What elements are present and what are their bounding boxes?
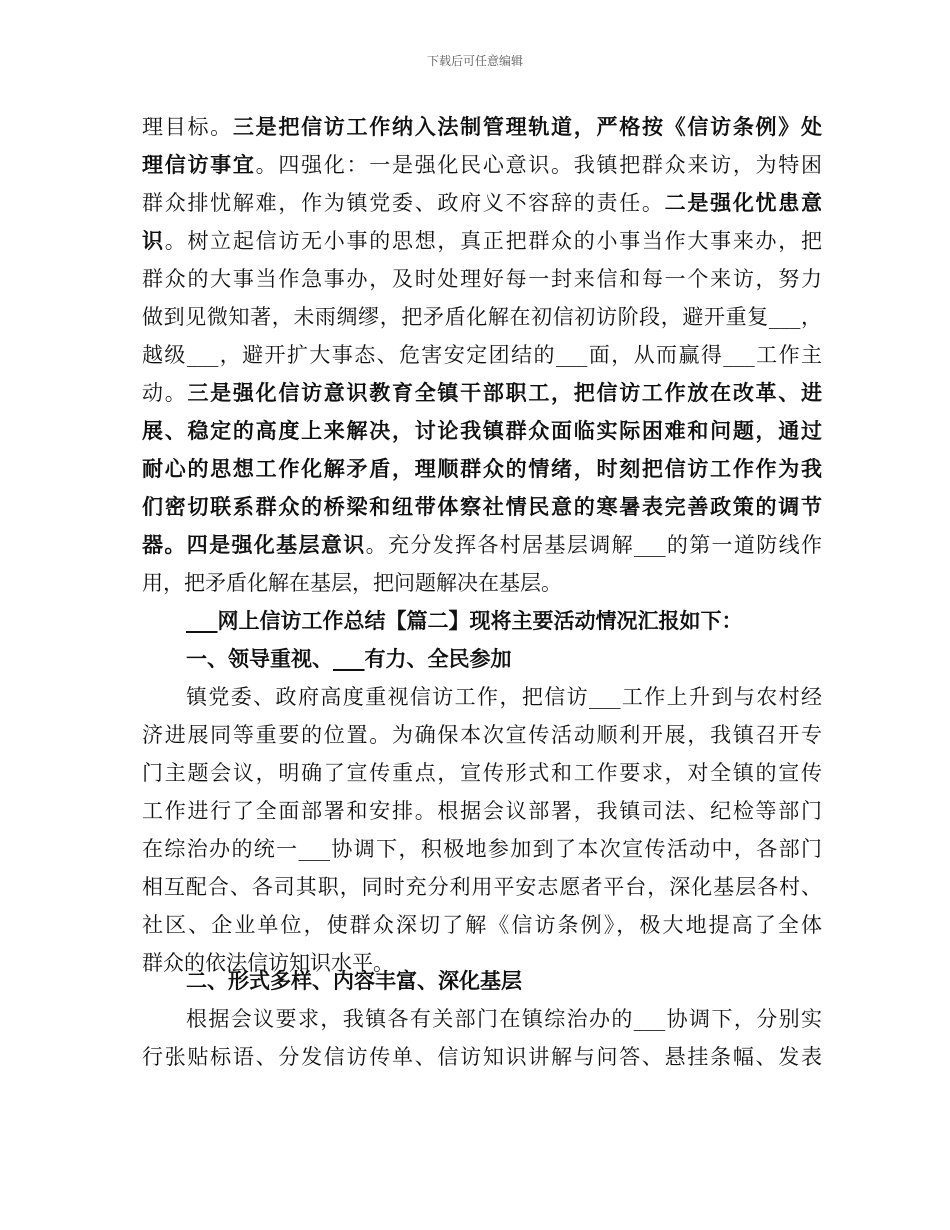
text-line: 镇党委、政府高度重视信访工作，把信访___工作上升到与农村经 — [186, 685, 822, 709]
bold-text-run: 三是把信访工作纳入法制管理轨道，严格按《信访条例》处 — [232, 114, 822, 139]
text-line — [142, 525, 822, 565]
text-run: 。四强化：一是强化民心意识。我镇把群众来访，为特困 — [255, 153, 822, 177]
section-title: ___网上信访工作总结【篇二】现将主要活动情况汇报如下： — [186, 608, 743, 633]
text-line — [142, 221, 822, 261]
text-run: 理目标。 — [142, 115, 233, 139]
text-line: 越级___，避开扩大事态、危害安定团结的___面，从而赢得___工作主 — [142, 343, 822, 367]
text-run: 动。 — [142, 381, 188, 405]
text-line: 工作进行了全面部署和安排。根据会议部署，我镇司法、纪检等部门 — [142, 799, 822, 823]
text-run: 。充分发挥各村居基层调解___的第一道防线作 — [365, 533, 822, 557]
text-line: 根据会议要求，我镇各有关部门在镇综治办的___协调下，分别实 — [186, 1007, 822, 1031]
text-line: 用，把矛盾化解在基层，把问题解决在基层。 — [142, 571, 562, 595]
text-line: 门主题会议，明确了宣传重点，宣传形式和工作要求，对全镇的宣传 — [142, 761, 822, 785]
bold-text-run: 器。四是强化基层意识 — [142, 532, 366, 557]
text-line — [142, 183, 822, 223]
text-line: 相互配合、各司其职，同时充分利用平安志愿者平台，深化基层各村、 — [142, 875, 822, 899]
text-line — [142, 145, 822, 185]
text-line: 做到见微知著，未雨绸缪，把矛盾化解在初信初访阶段，避开重复___， — [142, 305, 822, 329]
bold-text-run: 理信访事宜 — [142, 152, 256, 177]
bold-text-run: 三是强化信访意识教育全镇干部职工，把信访工作放在改革、进 — [187, 380, 822, 405]
text-line: 群众的大事当作急事办，及时处理好每一封来信和每一个来访，努力 — [142, 267, 822, 291]
text-line: 行张贴标语、分发信访传单、信访知识讲解与问答、悬挂条幅、发表 — [142, 1045, 822, 1069]
text-line: 展、稳定的高度上来解决，讨论我镇群众面临实际困难和问题，通过 — [142, 418, 822, 443]
section-heading: 一、领导重视、___有力、全民参加 — [186, 646, 512, 671]
page-header: 下载后可任意编辑 — [426, 54, 523, 68]
text-line: 社区、企业单位，使群众深切了解《信访条例》，极大地提高了全体 — [142, 913, 822, 937]
text-line — [142, 373, 822, 413]
text-line — [142, 107, 822, 147]
text-line: 群众的依法信访知识水平。 — [142, 951, 394, 975]
bold-text-run: 二是强化忧患意 — [664, 190, 822, 215]
text-run: 。树立起信访无小事的思想，真正把群众的小事当作大事来办，把 — [164, 229, 822, 253]
section-heading: 二、形式多样、内容丰富、深化基层 — [186, 968, 522, 993]
text-line: 耐心的思想工作化解矛盾，理顺群众的情绪，时刻把信访工作作为我 — [142, 456, 822, 481]
text-line: 在综治办的统一___协调下，积极地参加到了本次宣传活动中，各部门 — [142, 837, 822, 861]
bold-text-run: 识 — [142, 228, 165, 253]
text-line: 济进展同等重要的位置。为确保本次宣传活动顺利开展，我镇召开专 — [142, 723, 822, 747]
text-run: 群众排忧解难，作为镇党委、政府义不容辞的责任。 — [142, 191, 665, 215]
text-line: 们密切联系群众的桥梁和纽带体察社情民意的寒暑表完善政策的调节 — [142, 494, 822, 519]
